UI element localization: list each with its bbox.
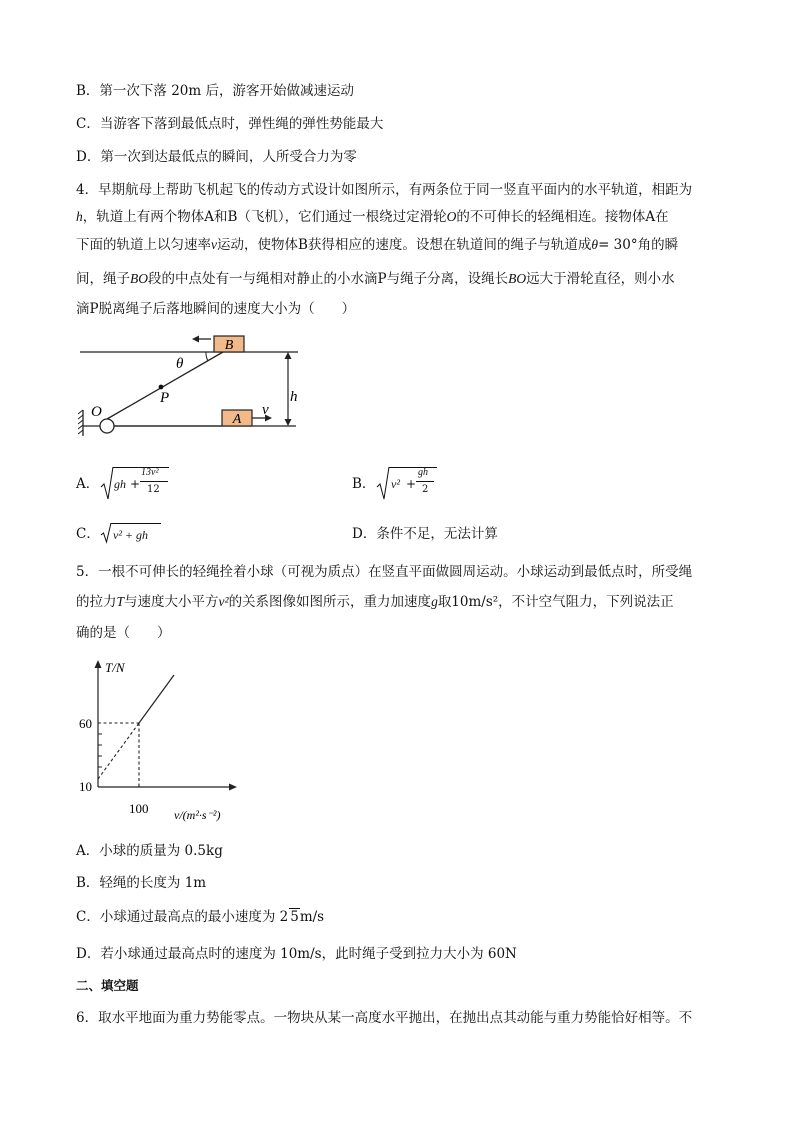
q6-line-1: 6．取水平地面为重力势能零点。一物块从某一高度水平抛出，在抛出点其动能与重力势能恰好相等。不 bbox=[76, 1010, 693, 1026]
rope-ob bbox=[107, 352, 223, 419]
sqrt-sign bbox=[376, 466, 390, 502]
q5-option-b: B．轻绳的长度为 1m bbox=[76, 875, 207, 891]
label-h: h bbox=[290, 389, 298, 405]
q4-line-3: 下面的轨道上以匀速率v运动，使物体B获得相应的速度。设想在轨道间的绳子与轨道成θ= 30°角的瞬 bbox=[76, 237, 679, 253]
q5-option-d: D．若小球通过最高点时的速度为 10m/s，此时绳子受到拉力大小为 60N bbox=[76, 946, 517, 962]
height-arrow-top bbox=[285, 352, 292, 359]
q4-line-5: 滴P脱离绳子后落地瞬间的速度大小为（ ） bbox=[76, 301, 356, 317]
x-axis-label: v/(m²·s⁻²) bbox=[174, 808, 221, 822]
q4-line-2: h，轨道上有两个物体A和B（飞机），它们通过一根绕过定滑轮O的不可伸长的轻绳相连。接物体A在 bbox=[76, 209, 669, 225]
arrow-b-head bbox=[192, 336, 199, 343]
x-axis-arrow bbox=[229, 784, 237, 791]
q3-option-d: D．第一次到达最低点的瞬间，人所受合力为零 bbox=[76, 149, 357, 165]
q4-figure bbox=[78, 330, 308, 448]
sqrt-sign bbox=[100, 466, 114, 502]
label-v: v bbox=[262, 402, 269, 418]
pulley bbox=[100, 419, 114, 433]
label-a: A bbox=[232, 412, 242, 427]
graph-solid-line bbox=[139, 675, 174, 723]
wall-hatch bbox=[78, 410, 83, 434]
q4-line-1: 4．早期航母上帮助飞机起飞的传动方式设计如图所示，有两条位于同一竖直平面内的水平轨道，相距为 bbox=[76, 182, 693, 198]
q4-option-d: D．条件不足，无法计算 bbox=[352, 526, 498, 542]
q5-line-1: 5．一根不可伸长的轻绳拴着小球（可视为质点）在竖直平面做圆周运动。小球运动到最低点时，所受绳 bbox=[76, 564, 693, 580]
tick-100: 100 bbox=[129, 801, 149, 816]
height-arrow-bottom bbox=[285, 419, 292, 426]
sqrt-sign bbox=[100, 522, 112, 544]
tick-10: 10 bbox=[79, 779, 92, 794]
section-title-fill-blank: 二、填空题 bbox=[76, 978, 139, 993]
q5-line-3: 确的是（ ） bbox=[76, 625, 171, 641]
water-drop-p bbox=[159, 385, 164, 390]
q3-option-c: C．当游客下落到最低点时，弹性绳的弹性势能最大 bbox=[76, 116, 384, 132]
q5-line-2: 的拉力T与速度大小平方v²的关系图像如图所示，重力加速度g取10m/s²，不计空气阻力，下列说法正 bbox=[76, 594, 674, 610]
label-o: O bbox=[91, 404, 102, 420]
tick-60: 60 bbox=[79, 716, 92, 731]
graph-dashed-extension bbox=[98, 723, 139, 779]
q5-option-a: A．小球的质量为 0.5kg bbox=[76, 843, 223, 859]
y-axis-arrow bbox=[95, 660, 102, 668]
label-b: B bbox=[224, 338, 234, 353]
y-axis-label: T/N bbox=[105, 660, 125, 675]
q3-option-b: B．第一次下落 20m 后，游客开始做减速运动 bbox=[76, 83, 354, 99]
q4-line-4: 间，绳子BO段的中点处有一与绳相对静止的小水滴P与绳子分离，设绳长BO远大于滑轮直径，则小水 bbox=[76, 271, 675, 287]
q5-option-c: C．小球通过最高点的最小速度为 2 5m/s bbox=[76, 909, 325, 925]
label-p: P bbox=[160, 390, 170, 406]
q5-graph bbox=[74, 655, 249, 825]
angle-arc bbox=[206, 352, 208, 361]
label-theta: θ bbox=[176, 356, 184, 372]
